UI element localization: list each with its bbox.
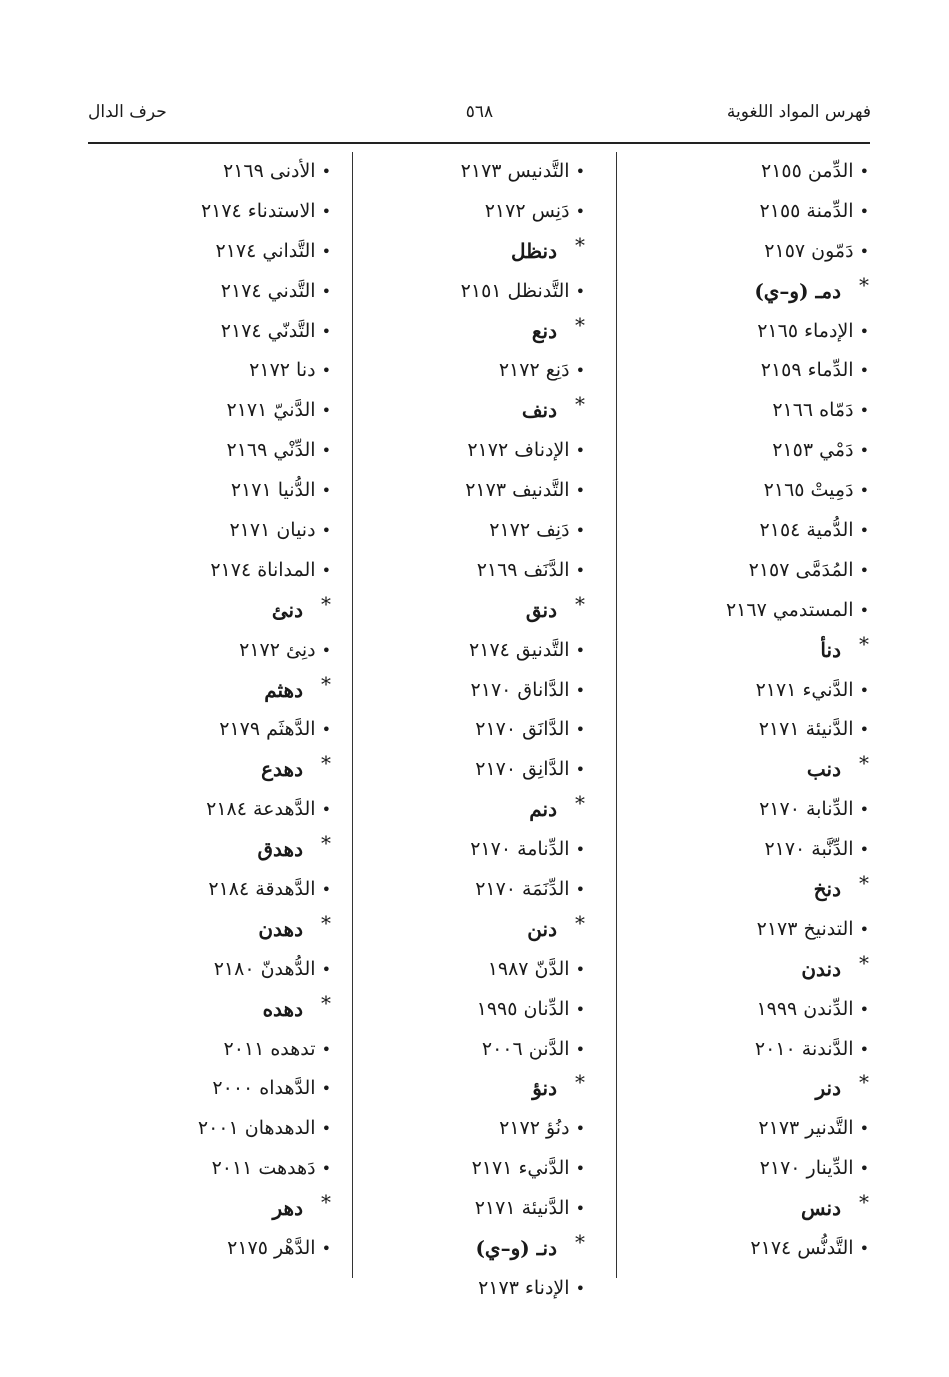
running-title: فهرس المواد اللغوية: [726, 102, 871, 122]
bullet-icon: •: [321, 1119, 331, 1139]
root-heading: [345, 1229, 585, 1269]
index-entry: [629, 830, 869, 870]
root-heading-text: دنخ: [813, 877, 841, 902]
bullet-icon: •: [575, 959, 585, 979]
bullet-icon: •: [859, 1239, 869, 1259]
index-entry: [91, 192, 331, 232]
root-heading-text: دهدع: [261, 757, 303, 782]
bullet-icon: •: [321, 241, 331, 261]
bullet-icon: •: [321, 321, 331, 341]
index-entry-text: الدِّينار ٢١٧٠: [759, 1157, 854, 1180]
index-entry-text: دنيان ٢١٧١: [229, 519, 316, 542]
index-column-left: [91, 152, 331, 1269]
bullet-icon: •: [321, 1079, 331, 1099]
root-heading-text: دهثم: [264, 677, 303, 702]
root-heading: [91, 910, 331, 950]
bullet-icon: •: [575, 560, 585, 580]
index-entry: [629, 511, 869, 551]
index-entry-text: التَّداني ٢١٧٤: [215, 239, 316, 262]
index-entry-text: التَّدنيس ٢١٧٣: [460, 160, 570, 182]
bullet-icon: •: [321, 521, 331, 541]
index-entry-text: دَمْي ٢١٥٣: [772, 439, 854, 462]
bullet-icon: •: [859, 401, 869, 421]
bullet-icon: •: [321, 880, 331, 900]
bullet-icon: •: [321, 162, 331, 181]
bullet-icon: •: [575, 1039, 585, 1059]
index-entry-text: المداناة ٢١٧٤: [210, 558, 316, 581]
bullet-icon: •: [859, 919, 869, 939]
index-entry: [345, 631, 585, 671]
asterisk-marker: *: [575, 910, 585, 935]
index-entry: [629, 710, 869, 750]
bullet-icon: •: [859, 680, 869, 700]
root-heading-text: دنع: [531, 318, 557, 343]
bullet-icon: •: [575, 361, 585, 381]
bullet-icon: •: [321, 1039, 331, 1059]
root-heading-text: دهر: [272, 1196, 303, 1221]
root-heading-text: دنئ: [271, 597, 303, 622]
index-entry: [345, 1109, 585, 1149]
bullet-icon: •: [575, 840, 585, 860]
index-entry: [629, 391, 869, 431]
root-heading-text: دنأ: [820, 637, 841, 662]
bullet-icon: •: [859, 560, 869, 580]
index-entry: [91, 1149, 331, 1189]
index-entry-text: الأدنى ٢١٦٩: [222, 160, 316, 182]
bullet-icon: •: [575, 521, 585, 541]
index-entry-text: الدَّنيئة ٢١٧١: [474, 1197, 570, 1220]
column-divider-right: [616, 152, 617, 1278]
root-heading: [91, 1189, 331, 1229]
index-entry-text: الدَّهداه ٢٠٠٠: [212, 1077, 316, 1100]
index-entry-text: الدُّهدنّ ٢١٨٠: [213, 957, 316, 980]
root-heading: [345, 1069, 585, 1109]
index-entry: [91, 1030, 331, 1070]
asterisk-marker: *: [321, 831, 331, 856]
index-entry-text: التَّدنُّس ٢١٧٤: [750, 1237, 854, 1260]
index-entry: [345, 710, 585, 750]
index-entry-text: تدهده ٢٠١١: [223, 1037, 316, 1060]
bullet-icon: •: [575, 999, 585, 1019]
bullet-icon: •: [321, 1159, 331, 1179]
bullet-icon: •: [859, 481, 869, 501]
index-entry: [629, 671, 869, 711]
bullet-icon: •: [859, 321, 869, 341]
bullet-icon: •: [321, 361, 331, 381]
index-entry: [345, 272, 585, 312]
asterisk-marker: *: [859, 631, 869, 656]
index-entry-text: الدِّماء ٢١٥٩: [760, 359, 854, 382]
root-heading-text: دنم: [529, 797, 557, 822]
index-entry: [345, 152, 585, 192]
bullet-icon: •: [321, 560, 331, 580]
index-entry-text: الإدناف ٢١٧٢: [467, 439, 570, 462]
index-entry: [91, 1229, 331, 1269]
index-entry: [345, 471, 585, 511]
asterisk-marker: *: [575, 232, 585, 257]
index-entry: [345, 830, 585, 870]
index-entry: [91, 870, 331, 910]
index-entry: [629, 152, 869, 192]
bullet-icon: •: [575, 441, 585, 461]
index-entry-text: التَّدني ٢١٧٤: [220, 279, 316, 302]
index-entry: [91, 312, 331, 352]
index-entry: [629, 431, 869, 471]
index-entry-text: الاستدناء ٢١٧٤: [200, 199, 316, 222]
asterisk-marker: *: [321, 671, 331, 696]
index-entry: [629, 790, 869, 830]
header-rule: [88, 142, 870, 144]
index-entry-text: التَّدنيق ٢١٧٤: [469, 638, 570, 661]
index-entry-text: الدهدهان ٢٠٠١: [197, 1117, 316, 1140]
root-heading: [91, 750, 331, 790]
asterisk-marker: *: [859, 272, 869, 297]
bullet-icon: •: [575, 1119, 585, 1139]
asterisk-marker: *: [575, 1070, 585, 1095]
index-entry-text: الدِّنَّبة ٢١٧٠: [764, 838, 854, 861]
index-entry-text: الدَّهثَم ٢١٧٩: [219, 718, 316, 741]
index-entry: [91, 232, 331, 272]
index-entry-text: الإدماء ٢١٦٥: [757, 319, 854, 342]
index-entry-text: دَمّون ٢١٥٧: [764, 239, 854, 262]
bullet-icon: •: [321, 481, 331, 501]
index-entry: [629, 910, 869, 950]
asterisk-marker: *: [859, 1190, 869, 1215]
index-entry-text: المُدَمَّى ٢١٥٧: [748, 558, 854, 581]
index-entry-text: الدَّندنة ٢٠١٠: [754, 1037, 854, 1060]
bullet-icon: •: [321, 959, 331, 979]
index-entry: [629, 1229, 869, 1269]
bullet-icon: •: [575, 680, 585, 700]
root-heading-text: دنب: [806, 757, 841, 782]
bullet-icon: •: [859, 600, 869, 620]
bullet-icon: •: [859, 201, 869, 221]
index-entry-text: الدَّنّ ١٩٨٧: [487, 957, 570, 980]
index-entry-text: دَنِع ٢١٧٢: [498, 359, 570, 382]
index-entry-text: الدَّهْر ٢١٧٥: [227, 1237, 316, 1260]
root-heading-text: دهدق: [257, 837, 303, 862]
index-entry: [91, 272, 331, 312]
asterisk-marker: *: [321, 990, 331, 1015]
root-heading-text: دهده: [262, 996, 303, 1021]
root-heading: [629, 631, 869, 671]
page-number: ٥٦٨: [465, 102, 494, 122]
index-entry-text: الإدناء ٢١٧٣: [478, 1276, 570, 1299]
bullet-icon: •: [321, 640, 331, 660]
index-entry-text: دنا ٢١٧٢: [249, 359, 316, 382]
bullet-icon: •: [321, 201, 331, 221]
index-entry-text: الدَّانِق ٢١٧٠: [475, 758, 570, 781]
root-heading: [91, 990, 331, 1030]
asterisk-marker: *: [575, 591, 585, 616]
index-entry-text: الدِّنْي ٢١٦٩: [226, 439, 316, 462]
asterisk-marker: *: [575, 312, 585, 337]
index-entry: [345, 551, 585, 591]
root-heading: [345, 232, 585, 272]
bullet-icon: •: [859, 999, 869, 1019]
bullet-icon: •: [321, 281, 331, 301]
index-entry: [345, 1149, 585, 1189]
bullet-icon: •: [859, 720, 869, 740]
bullet-icon: •: [575, 1278, 585, 1298]
index-entry: [629, 471, 869, 511]
index-entry: [629, 1149, 869, 1189]
bullet-icon: •: [859, 1039, 869, 1059]
index-entry-text: دَمّاه ٢١٦٦: [772, 399, 854, 422]
index-entry-text: الدِّنان ١٩٩٥: [476, 997, 570, 1020]
asterisk-marker: *: [575, 392, 585, 417]
index-entry: [345, 870, 585, 910]
index-entry-text: دَنِف ٢١٧٢: [489, 519, 570, 542]
index-entry: [91, 790, 331, 830]
root-heading: [345, 391, 585, 431]
index-entry-text: الدِّنامة ٢١٧٠: [470, 838, 570, 861]
index-entry-text: المستدمي ٢١٦٧: [725, 598, 854, 621]
bullet-icon: •: [859, 361, 869, 381]
bullet-icon: •: [321, 441, 331, 461]
index-entry: [91, 631, 331, 671]
bullet-icon: •: [575, 201, 585, 221]
index-entry-text: الدُّمية ٢١٥٤: [759, 519, 854, 542]
index-entry-text: التَّدنظل ٢١٥١: [460, 279, 570, 302]
asterisk-marker: *: [859, 1070, 869, 1095]
index-entry: [629, 1030, 869, 1070]
root-heading: [91, 591, 331, 631]
index-entry: [91, 950, 331, 990]
index-entry: [345, 750, 585, 790]
bullet-icon: •: [321, 720, 331, 740]
index-entry-text: دنِئ ٢١٧٢: [239, 638, 316, 661]
bullet-icon: •: [321, 800, 331, 820]
root-heading: [91, 830, 331, 870]
index-entry: [629, 351, 869, 391]
index-entry-text: الدِّمنة ٢١٥٥: [759, 199, 854, 222]
root-heading: [345, 910, 585, 950]
index-entry: [345, 950, 585, 990]
root-heading-text: دنظل: [510, 238, 557, 263]
bullet-icon: •: [321, 401, 331, 421]
index-entry: [91, 471, 331, 511]
index-entry-text: الدَّهدعة ٢١٨٤: [206, 798, 316, 821]
root-heading: [629, 1069, 869, 1109]
index-entry-text: دَنِس ٢١٧٢: [484, 199, 570, 222]
root-heading: [91, 671, 331, 711]
root-heading-text: دمـ (و–ي): [754, 278, 841, 303]
bullet-icon: •: [575, 1159, 585, 1179]
index-entry: [629, 990, 869, 1030]
index-entry: [629, 312, 869, 352]
root-heading-text: دنس: [801, 1196, 841, 1221]
index-entry: [629, 192, 869, 232]
index-entry: [345, 511, 585, 551]
index-entry-text: دَمِيتْ ٢١٦٥: [763, 479, 854, 502]
root-heading: [345, 790, 585, 830]
index-entry: [345, 1269, 585, 1309]
index-entry: [345, 192, 585, 232]
index-entry-text: الدَّانَق ٢١٧٠: [475, 718, 570, 741]
index-entry-text: التدنيخ ٢١٧٣: [756, 917, 854, 940]
index-entry: [91, 431, 331, 471]
index-entry: [345, 1030, 585, 1070]
asterisk-marker: *: [575, 1230, 585, 1255]
index-entry: [91, 152, 331, 192]
index-entry-text: الدِّندن ١٩٩٩: [756, 997, 854, 1020]
section-title: حرف الدال: [88, 102, 167, 122]
index-entry-text: الدَّهدقة ٢١٨٤: [208, 878, 316, 901]
index-entry-text: الدَّاناق ٢١٧٠: [470, 678, 570, 701]
index-entry: [345, 351, 585, 391]
index-entry: [629, 551, 869, 591]
index-entry-text: الدَّنَف ٢١٦٩: [476, 558, 570, 581]
bullet-icon: •: [575, 281, 585, 301]
bullet-icon: •: [575, 760, 585, 780]
index-column-right: [629, 152, 869, 1269]
index-entry: [91, 1069, 331, 1109]
index-entry-text: دنُؤ ٢١٧٢: [499, 1117, 570, 1140]
bullet-icon: •: [859, 1159, 869, 1179]
index-entry: [91, 551, 331, 591]
bullet-icon: •: [859, 162, 869, 181]
asterisk-marker: *: [321, 751, 331, 776]
index-entry: [345, 431, 585, 471]
root-heading-text: دهدن: [258, 916, 303, 941]
index-entry-text: دَهدهت ٢٠١١: [211, 1157, 316, 1180]
index-entry: [91, 1109, 331, 1149]
root-heading: [629, 950, 869, 990]
index-entry: [91, 710, 331, 750]
root-heading-text: دنف: [521, 398, 557, 423]
index-entry-text: التَّدنيف ٢١٧٣: [465, 479, 570, 502]
asterisk-marker: *: [859, 950, 869, 975]
root-heading: [629, 750, 869, 790]
page-header: [88, 100, 871, 132]
bullet-icon: •: [575, 720, 585, 740]
index-entry: [345, 1189, 585, 1229]
index-entry: [91, 351, 331, 391]
bullet-icon: •: [575, 481, 585, 501]
asterisk-marker: *: [321, 591, 331, 616]
index-entry-text: الدَّنيئة ٢١٧١: [758, 718, 854, 741]
root-heading: [345, 591, 585, 631]
index-entry: [629, 591, 869, 631]
root-heading-text: دنؤ: [532, 1076, 557, 1101]
index-entry: [91, 511, 331, 551]
root-heading-text: دنر: [815, 1076, 841, 1101]
asterisk-marker: *: [321, 1190, 331, 1215]
index-entry-text: الدِّنَمَة ٢١٧٠: [475, 878, 570, 901]
asterisk-marker: *: [859, 751, 869, 776]
index-column-middle: [345, 152, 585, 1309]
index-entry-text: الدَّنيء ٢١٧١: [755, 678, 854, 701]
index-entry-text: التَّدنّي ٢١٧٤: [220, 319, 316, 342]
root-heading: [629, 272, 869, 312]
bullet-icon: •: [859, 840, 869, 860]
bullet-icon: •: [575, 162, 585, 181]
index-entry: [91, 391, 331, 431]
root-heading-text: دنن: [527, 916, 557, 941]
bullet-icon: •: [859, 800, 869, 820]
bullet-icon: •: [859, 241, 869, 261]
index-entry: [345, 990, 585, 1030]
root-heading-text: دندن: [801, 956, 841, 981]
bullet-icon: •: [575, 1199, 585, 1219]
bullet-icon: •: [859, 521, 869, 541]
bullet-icon: •: [321, 1239, 331, 1259]
asterisk-marker: *: [321, 910, 331, 935]
root-heading-text: دنـ (و–ي): [475, 1236, 557, 1261]
bullet-icon: •: [575, 640, 585, 660]
bullet-icon: •: [575, 880, 585, 900]
index-entry: [629, 1109, 869, 1149]
index-entry-text: الدَّنيء ٢١٧١: [471, 1157, 570, 1180]
index-entry-text: الدَّنيّ ٢١٧١: [226, 399, 316, 422]
index-entry-text: الدُّنيا ٢١٧١: [230, 479, 316, 502]
asterisk-marker: *: [575, 791, 585, 816]
root-heading: [345, 312, 585, 352]
bullet-icon: •: [859, 441, 869, 461]
root-heading-text: دنق: [525, 597, 557, 622]
index-entry: [629, 232, 869, 272]
root-heading: [629, 1189, 869, 1229]
index-entry-text: الدَّنن ٢٠٠٦: [481, 1037, 570, 1060]
index-entry-text: التَّدنير ٢١٧٣: [758, 1117, 854, 1140]
root-heading: [629, 870, 869, 910]
asterisk-marker: *: [859, 871, 869, 896]
index-entry-text: الدِّمن ٢١٥٥: [761, 160, 854, 182]
index-entry-text: الدِّنابة ٢١٧٠: [759, 798, 854, 821]
bullet-icon: •: [859, 1119, 869, 1139]
index-entry: [345, 671, 585, 711]
